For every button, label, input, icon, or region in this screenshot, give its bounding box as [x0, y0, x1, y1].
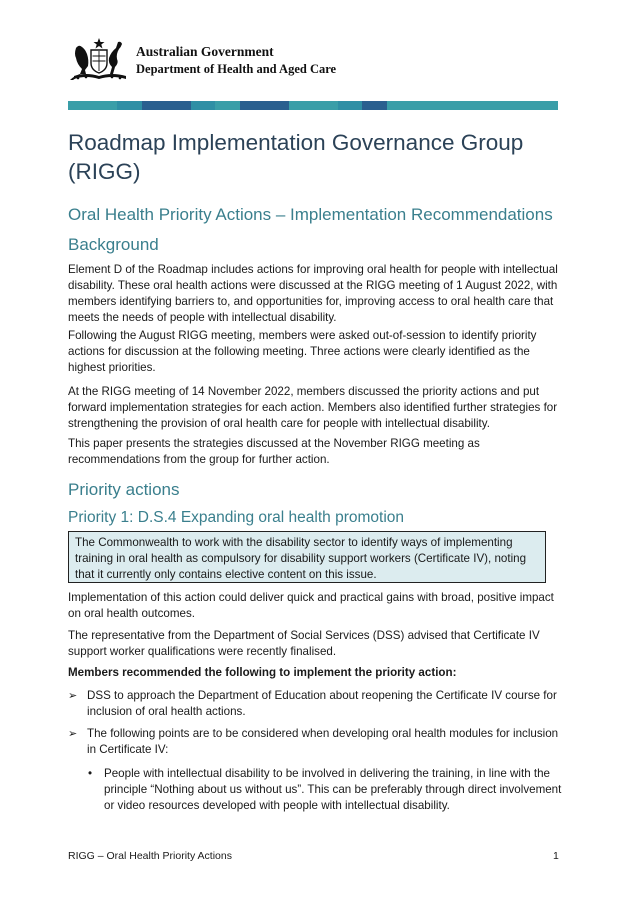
background-paragraph-1: Element D of the Roadmap includes actions for improving oral health for people with intellectual disability. These oral health actions were discussed at the RIGG meeting of 1 August 2022, with members identifying barriers to, and opportunities for, improving access to oral health care that meets the needs of people with intellectual disability. [68, 263, 558, 324]
page-title: Roadmap Implementation Governance Group (RIGG) [68, 130, 524, 184]
color-bar-segment [191, 101, 216, 110]
list-item [88, 766, 568, 814]
header-color-bar [68, 101, 558, 110]
document-subtitle: Oral Health Priority Actions – Implementation Recommendations [68, 205, 553, 224]
color-bar-segment [166, 101, 191, 110]
list-item [68, 726, 568, 758]
department-title: Department of Health and Aged Care [136, 62, 337, 76]
color-bar-segment [93, 101, 118, 110]
priority-1-heading: Priority 1: D.S.4 Expanding oral health promotion [68, 509, 405, 526]
color-bar-segment [289, 101, 314, 110]
color-bar-segment [240, 101, 265, 110]
background-heading: Background [68, 235, 159, 254]
footer-title: RIGG – Oral Health Priority Actions [68, 850, 232, 862]
color-bar-segment [338, 101, 363, 110]
government-name: Australian Government [136, 44, 274, 59]
priority-action-box: The Commonwealth to work with the disability sector to identify ways of implementing training in oral health as compulsory for disability support workers (Certificate IV), noting that it currently only contains elective content on this issue. [68, 531, 546, 583]
priority-actions-heading: Priority actions [68, 480, 180, 499]
color-bar-segment [387, 101, 412, 110]
arrow-bullet-icon: ➢ [68, 690, 78, 702]
list-item [68, 688, 568, 720]
recommendations-label: Members recommended the following to implement the priority action: [68, 666, 457, 679]
color-bar-segment [485, 101, 510, 110]
list-item-text: People with intellectual disability to be involved in delivering the training, in line with the principle “Nothing about us without us”. This can be preferably through direct involvement or video resources developed with people with intellectual disability. [104, 767, 562, 812]
list-item-text: DSS to approach the Department of Education about reopening the Certificate IV course for inclusion of oral health actions. [87, 689, 557, 718]
color-bar-segment [411, 101, 436, 110]
color-bar-segment [215, 101, 240, 110]
color-bar-segment [534, 101, 559, 110]
arrow-bullet-icon: ➢ [68, 728, 78, 740]
background-paragraph-3: At the RIGG meeting of 14 November 2022, members discussed the priority actions and put forward implementation strategies for each action. Members also identified further strategies for strengthening the provision of oral health care for people with intellectual disability. [68, 385, 558, 430]
bullet-icon: • [88, 767, 93, 780]
color-bar-segment [509, 101, 534, 110]
background-paragraph-2: Following the August RIGG meeting, members were asked out-of-session to identify priority actions for discussion at the following meeting. Three actions were clearly identified as the highest priorities. [68, 329, 537, 374]
color-bar-segment [436, 101, 461, 110]
priority-paragraph-2: The representative from the Department of Social Services (DSS) advised that Certificate IV support worker qualifications were recently finalised. [68, 629, 540, 658]
priority-paragraph-1: Implementation of this action could deliver quick and practical gains with broad, positive impact on oral health outcomes. [68, 591, 554, 620]
department-name [136, 44, 336, 77]
page-number: 1 [553, 850, 559, 862]
list-item-text: The following points are to be considered when developing oral health modules for inclusion in Certificate IV: [87, 727, 559, 756]
background-paragraph-4: This paper presents the strategies discussed at the November RIGG meeting as recommendations from the group for further action. [68, 437, 480, 466]
color-bar-segment [117, 101, 142, 110]
color-bar-segment [362, 101, 387, 110]
color-bar-segment [460, 101, 485, 110]
color-bar-segment [313, 101, 338, 110]
coat-of-arms-icon [68, 36, 130, 82]
color-bar-segment [142, 101, 167, 110]
color-bar-segment [68, 101, 93, 110]
color-bar-segment [264, 101, 289, 110]
